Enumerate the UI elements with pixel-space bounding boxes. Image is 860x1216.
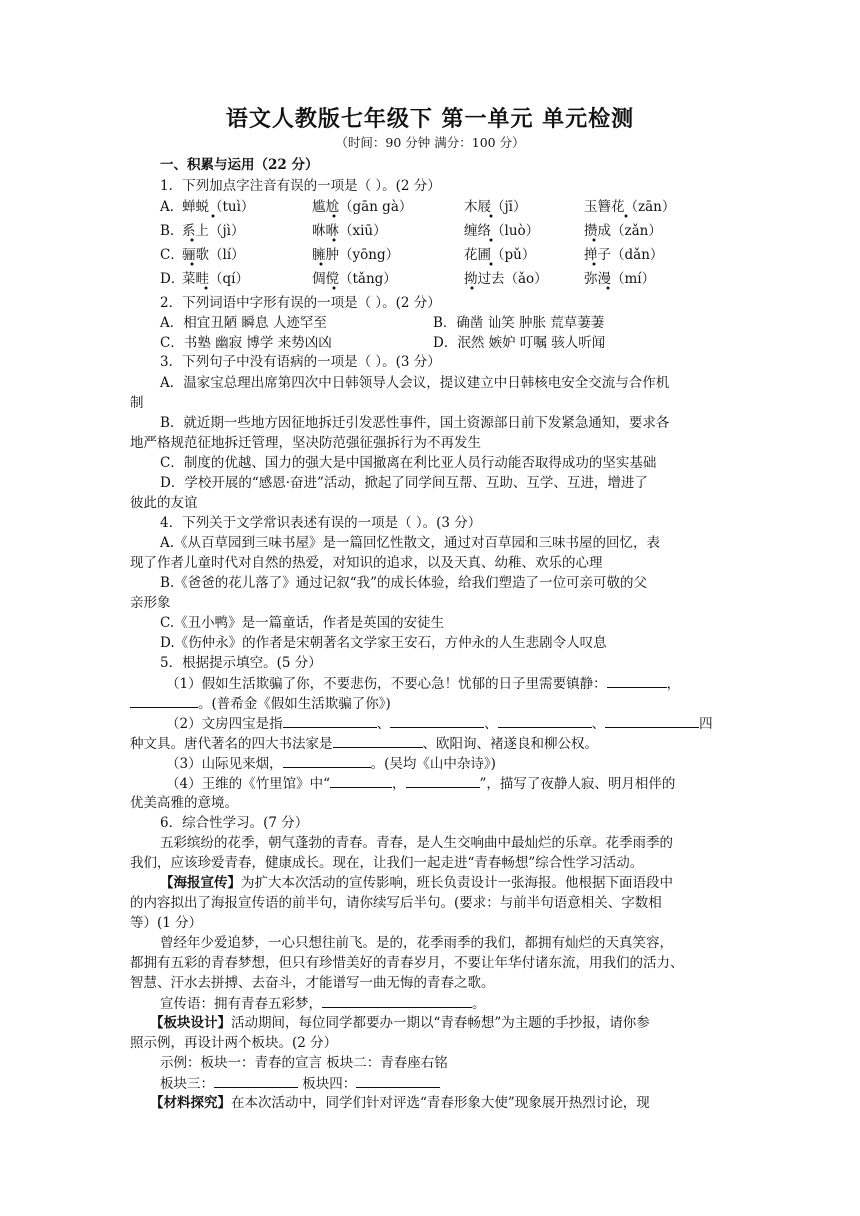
question-2-stem: 2．下列词语中字形有误的一项是（ ）。(2 分） <box>160 295 441 311</box>
option-a-cont: 制 <box>130 395 144 411</box>
poster-task-cont: 的内容拟出了海报宣传语的前半句，请你续写后半句。(要求：与前半句语意相关、字数相 <box>130 895 662 911</box>
option-item: 倜傥（tǎng） <box>312 271 397 287</box>
answer-blank[interactable] <box>356 1074 440 1088</box>
fill-1-cont: 。(普希金《假如生活欺骗了你》) <box>130 694 391 713</box>
option-item: 木屐（jī） <box>464 199 527 215</box>
option-b-cont: 地严格规范征地拆迁管理，坚决防范强征强拆行为不再发生 <box>130 435 481 451</box>
option-b: B．确凿 讪笑 肿胀 荒草萋萋 <box>433 315 605 331</box>
board-task: 【板块设计】活动期间，每位同学都要办一期以“青春畅想”为主题的手抄报，请你参 <box>150 1015 650 1031</box>
question-1-stem: 1．下列加点字注音有误的一项是（ ）。(2 分） <box>160 178 441 194</box>
option-item: 系上（jì） <box>182 223 245 239</box>
option-c: C．制度的优越、国力的强大是中国撤离在利比亚人员行动能否取得成功的坚实基础 <box>160 455 657 471</box>
option-item: 拗过去（ǎo） <box>464 271 548 287</box>
answer-blank[interactable] <box>283 714 377 728</box>
answer-blank[interactable] <box>498 714 592 728</box>
option-c: C．书塾 幽寂 博学 来势凶凶 <box>160 335 332 351</box>
question-5-stem: 5．根据提示填空。(5 分） <box>160 655 322 671</box>
material-task: 【材料探究】在本次活动中，同学们针对评选“青春形象大使”现象展开热烈讨论，现 <box>150 1095 650 1111</box>
slogan-line: 宣传语：拥有青春五彩梦， 。 <box>160 996 486 1012</box>
option-item: 花圃（pǔ） <box>464 247 536 263</box>
intro-line: 五彩缤纷的花季，朝气蓬勃的青春。青春，是人生交响曲中最灿烂的乐章。花季雨季的 <box>160 835 673 851</box>
answer-blank[interactable] <box>406 774 480 788</box>
option-label: C． <box>160 247 184 263</box>
answer-blank[interactable] <box>130 694 198 708</box>
answer-blank[interactable] <box>607 674 667 688</box>
answer-blank[interactable] <box>333 734 423 748</box>
option-item: 弥漫（mí） <box>584 271 656 287</box>
option-item: 蝉蜕（tuì） <box>182 199 255 215</box>
option-a: A．温家宝总理出席第四次中日韩领导人会议，提议建立中日韩核电安全交流与合作机 <box>160 375 670 391</box>
fill-2-cont: 种文具。唐代著名的四大书法家是 、欧阳询、褚遂良和柳公权。 <box>130 736 598 752</box>
option-item: 掸子（dǎn） <box>584 247 664 263</box>
option-label: B． <box>160 223 184 239</box>
answer-blank[interactable] <box>283 754 371 768</box>
board-example: 示例：板块一：青春的宣言 板块二：青春座右铭 <box>160 1055 448 1071</box>
option-item: 骊歌（lí） <box>182 247 245 263</box>
section-heading: 一、积累与运用（22 分） <box>160 157 319 173</box>
option-d: D．学校开展的“感恩·奋进”活动，掀起了同学间互帮、互助、互学、互进，增进了 <box>160 475 648 491</box>
option-item: 咻咻（xiū） <box>312 223 387 239</box>
exam-info: （时间：90 分钟 满分：100 分） <box>335 135 525 150</box>
fill-1: （1）假如生活欺骗了你，不要悲伤，不要心急！忧郁的日子里需要镇静： ， <box>166 676 681 692</box>
emphasis-dots <box>0 0 860 300</box>
option-a: A．相宜丑陋 瞬息 人迹罕至 <box>160 315 327 331</box>
answer-blank[interactable] <box>214 1074 298 1088</box>
option-a: A.《从百草园到三味书屋》是一篇回忆性散文，通过对百草园和三味书屋的回忆，表 <box>160 535 661 551</box>
option-label: D． <box>160 271 185 287</box>
fill-4-cont: 优美高雅的意境。 <box>130 795 238 811</box>
option-item: 臃肿（yōng） <box>312 247 400 263</box>
option-c: C.《丑小鸭》是一篇童话，作者是英国的安徒生 <box>160 615 445 631</box>
board-task-cont: 照示例，再设计两个板块。(2 分） <box>130 1035 338 1051</box>
answer-blank[interactable] <box>322 994 472 1008</box>
fill-2: （2）文房四宝是指 、 、 、 四 <box>166 716 713 732</box>
option-d-cont: 彼此的友谊 <box>130 495 198 511</box>
option-d: D.《伤仲永》的作者是宋朝著名文学家王安石，方仲永的人生悲剧令人叹息 <box>160 635 607 651</box>
page-title: 语文人教版七年级下 第一单元 单元检测 <box>225 106 635 132</box>
answer-blank[interactable] <box>605 714 699 728</box>
poster-task: 【海报宣传】为扩大本次活动的宣传影响，班长负责设计一张海报。他根据下面语段中 <box>160 875 673 891</box>
fill-4: （4）王维的《竹里馆》中“ ， ”，描写了夜静人寂、明月相伴的 <box>166 776 676 792</box>
board-answers: 板块三： 板块四： <box>160 1074 440 1093</box>
fill-3: （3）山际见来烟， 。(吴均《山中杂诗》) <box>166 756 496 772</box>
option-d: D．泯然 嫉妒 叮嘱 骇人听闻 <box>433 335 606 351</box>
option-b: B.《爸爸的花儿落了》通过记叙“我”的成长体验，给我们塑造了一位可亲可敬的父 <box>160 575 648 591</box>
option-item: 攒成（zǎn） <box>584 223 662 239</box>
question-4-stem: 4．下列关于文学常识表述有误的一项是（ ）。(3 分） <box>160 515 482 531</box>
passage-line: 智慧、汗水去拼搏、去奋斗，才能谱写一曲无悔的青春之歌。 <box>130 975 495 991</box>
passage-line: 曾经年少爱追梦，一心只想往前飞。是的，花季雨季的我们，都拥有灿烂的天真笑容， <box>160 935 673 951</box>
answer-blank[interactable] <box>390 714 484 728</box>
intro-line: 我们，应该珍爱青春，健康成长。现在，让我们一起走进“青春畅想”综合性学习活动。 <box>130 855 644 871</box>
option-label: A． <box>160 199 184 215</box>
poster-task-cont: 等）(1 分） <box>130 915 203 931</box>
passage-line: 都拥有五彩的青春梦想，但只有珍惜美好的青春岁月，不要让年华付诸东流，用我们的活力、 <box>130 955 684 971</box>
answer-blank[interactable] <box>330 774 392 788</box>
option-item: 玉簪花（zān） <box>584 199 676 215</box>
option-b-cont: 亲形象 <box>130 595 171 611</box>
option-item: 菜畦（qí） <box>182 271 249 287</box>
question-3-stem: 3．下列句子中没有语病的一项是（ ）。(3 分） <box>160 354 441 370</box>
option-a-cont: 现了作者儿童时代对自然的热爱，对知识的追求，以及天真、幼稚、欢乐的心理 <box>130 555 603 571</box>
option-item: 尴尬（gān gà） <box>312 199 413 215</box>
question-6-stem: 6．综合性学习。(7 分） <box>160 815 309 831</box>
option-b: B．就近期一些地方因征地拆迁引发恶性事件，国土资源部日前下发紧急通知，要求各 <box>160 415 670 431</box>
option-item: 缠络（luò） <box>464 223 540 239</box>
